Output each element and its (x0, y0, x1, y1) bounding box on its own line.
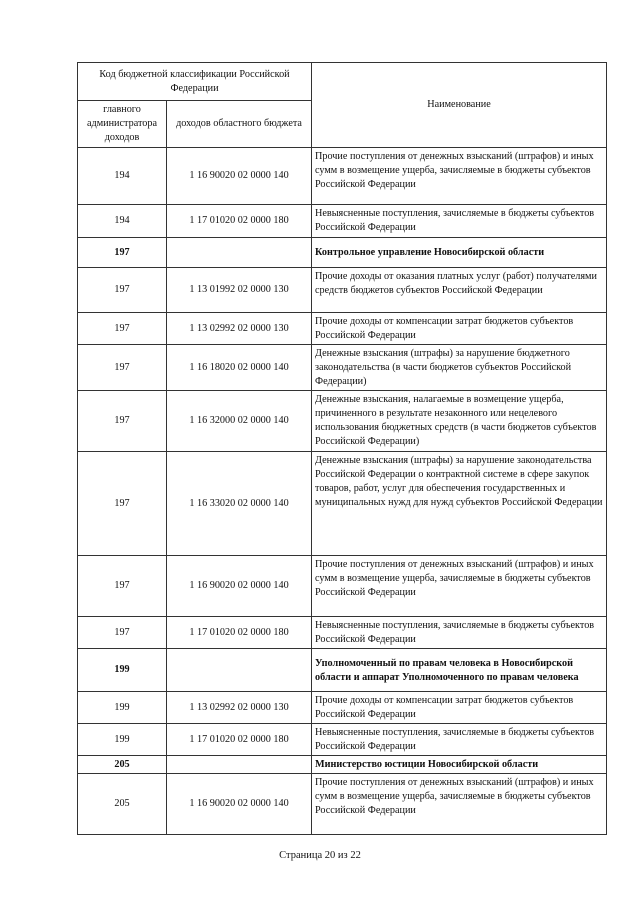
table-row (78, 313, 607, 345)
admin-code-cell: 197 (78, 238, 167, 268)
income-name-cell: Денежные взыскания (штрафы) за нарушение бюджетного законодательства (в части бюджетов субъектов Российской Федерации) (312, 345, 607, 391)
header-name-column: Наименование (312, 63, 607, 148)
income-code-cell: 1 16 18020 02 0000 140 (167, 345, 312, 391)
admin-code-cell: 197 (78, 617, 167, 649)
income-code-cell: 1 17 01020 02 0000 180 (167, 617, 312, 649)
income-name-cell: Прочие доходы от компенсации затрат бюджетов субъектов Российской Федерации (312, 313, 607, 345)
income-name-cell: Невыясненные поступления, зачисляемые в бюджеты субъектов Российской Федерации (312, 724, 607, 756)
admin-code-cell: 205 (78, 774, 167, 835)
table-row (78, 452, 607, 556)
table-row (78, 391, 607, 452)
income-code-cell: 1 16 90020 02 0000 140 (167, 556, 312, 617)
admin-code-cell: 199 (78, 649, 167, 692)
income-name-cell: Денежные взыскания, налагаемые в возмещение ущерба, причиненного в результате незаконного или нецелевого использования бюджетных средств (в части бюджетов субъектов Российской Федерации) (312, 391, 607, 452)
table-row (78, 205, 607, 238)
section-title-cell: Министерство юстиции Новосибирской области (312, 756, 607, 774)
income-name-cell: Невыясненные поступления, зачисляемые в бюджеты субъектов Российской Федерации (312, 617, 607, 649)
table-row (78, 774, 607, 835)
table-row (78, 556, 607, 617)
admin-code-cell: 197 (78, 268, 167, 313)
income-name-cell: Прочие поступления от денежных взысканий (штрафов) и иных сумм в возмещение ущерба, зачисляемые в бюджеты субъектов Российской Федерации (312, 556, 607, 617)
income-code-cell (167, 238, 312, 268)
income-code-cell (167, 649, 312, 692)
income-code-cell: 1 13 02992 02 0000 130 (167, 313, 312, 345)
income-code-cell: 1 17 01020 02 0000 180 (167, 205, 312, 238)
table-row (78, 345, 607, 391)
income-code-cell: 1 17 01020 02 0000 180 (167, 724, 312, 756)
admin-code-cell: 199 (78, 724, 167, 756)
income-code-cell: 1 16 33020 02 0000 140 (167, 452, 312, 556)
admin-code-cell: 197 (78, 345, 167, 391)
income-name-cell: Прочие доходы от оказания платных услуг (работ) получателями средств бюджетов субъектов Российской Федерации (312, 268, 607, 313)
header-income-column: доходов областного бюджета (167, 101, 312, 148)
income-code-cell: 1 13 02992 02 0000 130 (167, 692, 312, 724)
admin-code-cell: 197 (78, 556, 167, 617)
section-row (78, 238, 607, 268)
page-number: Страница 20 из 22 (279, 850, 361, 861)
income-name-cell: Денежные взыскания (штрафы) за нарушение законодательства Российской Федерации о контрактной системе в сфере закупок товаров, работ, услуг для обеспечения государственных и муниципальных нужд для нужд субъектов Российской Федерации (312, 452, 607, 556)
header-group-title: Код бюджетной классификации Российской Федерации (78, 63, 312, 101)
admin-code-cell: 197 (78, 452, 167, 556)
table-header-row (78, 63, 607, 101)
income-name-cell: Прочие поступления от денежных взысканий (штрафов) и иных сумм в возмещение ущерба, зачисляемые в бюджеты субъектов Российской Федерации (312, 774, 607, 835)
admin-code-cell: 197 (78, 313, 167, 345)
budget-classification-table (77, 62, 607, 835)
admin-code-cell: 194 (78, 148, 167, 205)
income-code-cell: 1 13 01992 02 0000 130 (167, 268, 312, 313)
table-row (78, 268, 607, 313)
section-row (78, 649, 607, 692)
table-row (78, 724, 607, 756)
admin-code-cell: 205 (78, 756, 167, 774)
income-code-cell: 1 16 90020 02 0000 140 (167, 148, 312, 205)
table-row (78, 617, 607, 649)
income-name-cell: Прочие доходы от компенсации затрат бюджетов субъектов Российской Федерации (312, 692, 607, 724)
income-name-cell: Невыясненные поступления, зачисляемые в бюджеты субъектов Российской Федерации (312, 205, 607, 238)
header-admin-column: главного администратора доходов (78, 101, 167, 148)
income-code-cell: 1 16 90020 02 0000 140 (167, 774, 312, 835)
section-title-cell: Уполномоченный по правам человека в Новосибирской области и аппарат Уполномоченного по правам человека (312, 649, 607, 692)
admin-code-cell: 199 (78, 692, 167, 724)
admin-code-cell: 197 (78, 391, 167, 452)
section-row (78, 756, 607, 774)
income-code-cell: 1 16 32000 02 0000 140 (167, 391, 312, 452)
section-title-cell: Контрольное управление Новосибирской области (312, 238, 607, 268)
table-row (78, 148, 607, 205)
table-row (78, 692, 607, 724)
admin-code-cell: 194 (78, 205, 167, 238)
income-name-cell: Прочие поступления от денежных взысканий (штрафов) и иных сумм в возмещение ущерба, зачисляемые в бюджеты субъектов Российской Федерации (312, 148, 607, 205)
income-code-cell (167, 756, 312, 774)
